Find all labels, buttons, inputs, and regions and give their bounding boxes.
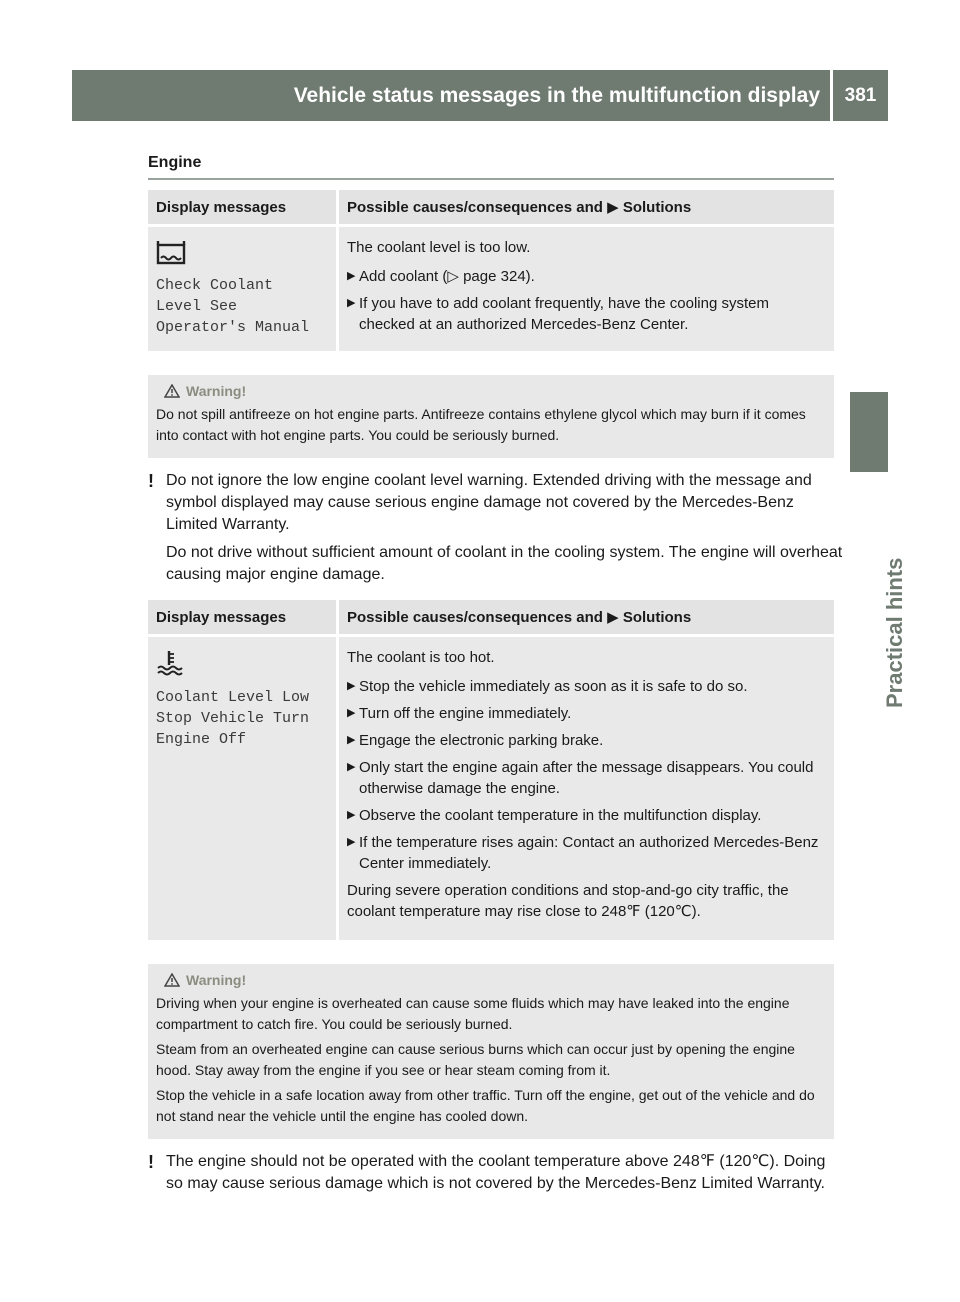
page-content [148,150,843,1201]
list-item [347,703,826,724]
display-message-cell [148,636,338,941]
step-text: Stop the vehicle immediately as soon as it is safe to do so. [359,678,748,695]
col-solutions-text: Solutions [618,609,692,626]
side-tab-label: Practical hints [882,557,907,708]
page-number: 381 [833,70,888,121]
cause-text: The coolant is too hot. [347,649,495,666]
footer-text: During severe operation conditions and stop-and-go city traffic, the coolant temperature may rise close to 248℉ (120℃). [347,882,789,920]
warning-text: Do not spill antifreeze on hot engine parts. Antifreeze contains ethylene glycol which may burn if it comes into contact with hot engine parts. You could be seriously burned. [156,406,806,443]
side-tab [856,478,907,708]
col-causes-solutions [338,600,835,636]
list-item [347,832,826,874]
col-display-messages: Display messages [148,600,338,636]
step-text: Add coolant (▷ page 324). [359,268,535,285]
coolant-level-icon [156,239,186,269]
cause-text: The coolant level is too low. [347,239,531,256]
section-title: Engine [148,150,834,180]
display-message-text: Coolant Level Low Stop Vehicle Turn Engine Off [156,689,310,748]
note-paragraph: Do not drive without sufficient amount of coolant in the cooling system. The engine will overheat causing major engine damage. [166,544,843,583]
warning-triangle-icon [164,972,180,993]
table-row [148,636,834,941]
list-item [347,676,826,697]
note-2 [0,1151,836,1195]
step-text: Observe the coolant temperature in the multifunction display. [359,807,762,824]
step-text: If you have to add coolant frequently, have the cooling system checked at an authorized Mercedes-Benz Center. [359,295,769,333]
step-arrow-icon: ▶ [347,809,356,821]
page-header-title: Vehicle status messages in the multifunction display [293,84,820,107]
list-item [347,805,826,826]
col-causes-text: Possible causes/consequences and [347,199,608,216]
col-causes-text: Possible causes/consequences and [347,609,608,626]
solutions-cell [338,226,835,352]
display-message-cell [148,226,338,352]
step-arrow-icon: ▶ [347,836,356,848]
warning-box-2 [148,964,834,1139]
col-display-messages: Display messages [148,190,338,226]
list-item [347,757,826,799]
warning-title-text: Warning! [186,383,247,399]
list-item [347,730,826,751]
warning-title [186,381,826,402]
warning-text: Driving when your engine is overheated can cause some fluids which may have leaked into the engine compartment to catch fire. You could be seriously burned. [156,995,790,1032]
list-item [347,266,826,287]
step-arrow-icon: ▶ [347,297,356,309]
warning-title [186,970,826,991]
step-arrow-icon: ▶ [347,734,356,746]
step-text: If the temperature rises again: Contact an authorized Mercedes-Benz Center immediately. [359,834,819,872]
col-causes-solutions [338,190,835,226]
step-arrow-icon: ▶ [347,270,356,282]
note-paragraph: The engine should not be operated with the coolant temperature above 248℉ (120℃). Doing so may cause serious damage which is not covered by the Mercedes-Benz Limited Warranty. [166,1153,826,1192]
arrow-right-icon: ▶ [607,609,619,626]
step-text: Engage the electronic parking brake. [359,732,604,749]
message-table-1 [148,190,834,351]
display-message-text: Check Coolant Level See Operator's Manual [156,277,310,336]
step-text: Turn off the engine immediately. [359,705,572,722]
solutions-cell [338,636,835,941]
note-1 [0,470,846,586]
side-tab-block [850,392,888,472]
warning-box-1 [148,375,834,458]
table-row [148,226,834,352]
exclamation-icon: ! [148,471,154,491]
list-item [347,293,826,335]
col-solutions-text: Solutions [618,199,692,216]
table-header-row [148,190,834,226]
warning-triangle-icon [164,383,180,404]
table-header-row [148,600,834,636]
warning-text: Stop the vehicle in a safe location away from other traffic. Turn off the engine, get out of the vehicle and do not stand near the vehicle until the engine has cooled down. [156,1087,815,1124]
warning-title-text: Warning! [186,972,247,988]
exclamation-icon: ! [148,1152,154,1172]
step-arrow-icon: ▶ [347,680,356,692]
arrow-right-icon: ▶ [607,199,619,216]
message-table-2 [148,600,834,940]
warning-text: Steam from an overheated engine can cause serious burns which can occur just by opening the engine hood. Stay away from the engine if you see or hear steam coming from it. [156,1041,795,1078]
step-arrow-icon: ▶ [347,761,356,773]
step-text: Only start the engine again after the message disappears. You could otherwise damage the engine. [359,759,814,797]
step-arrow-icon: ▶ [347,707,356,719]
coolant-temperature-icon [156,649,186,681]
note-paragraph: Do not ignore the low engine coolant level warning. Extended driving with the message and symbol displayed may cause serious engine damage not covered by the Mercedes-Benz Limited Warranty. [166,472,812,533]
